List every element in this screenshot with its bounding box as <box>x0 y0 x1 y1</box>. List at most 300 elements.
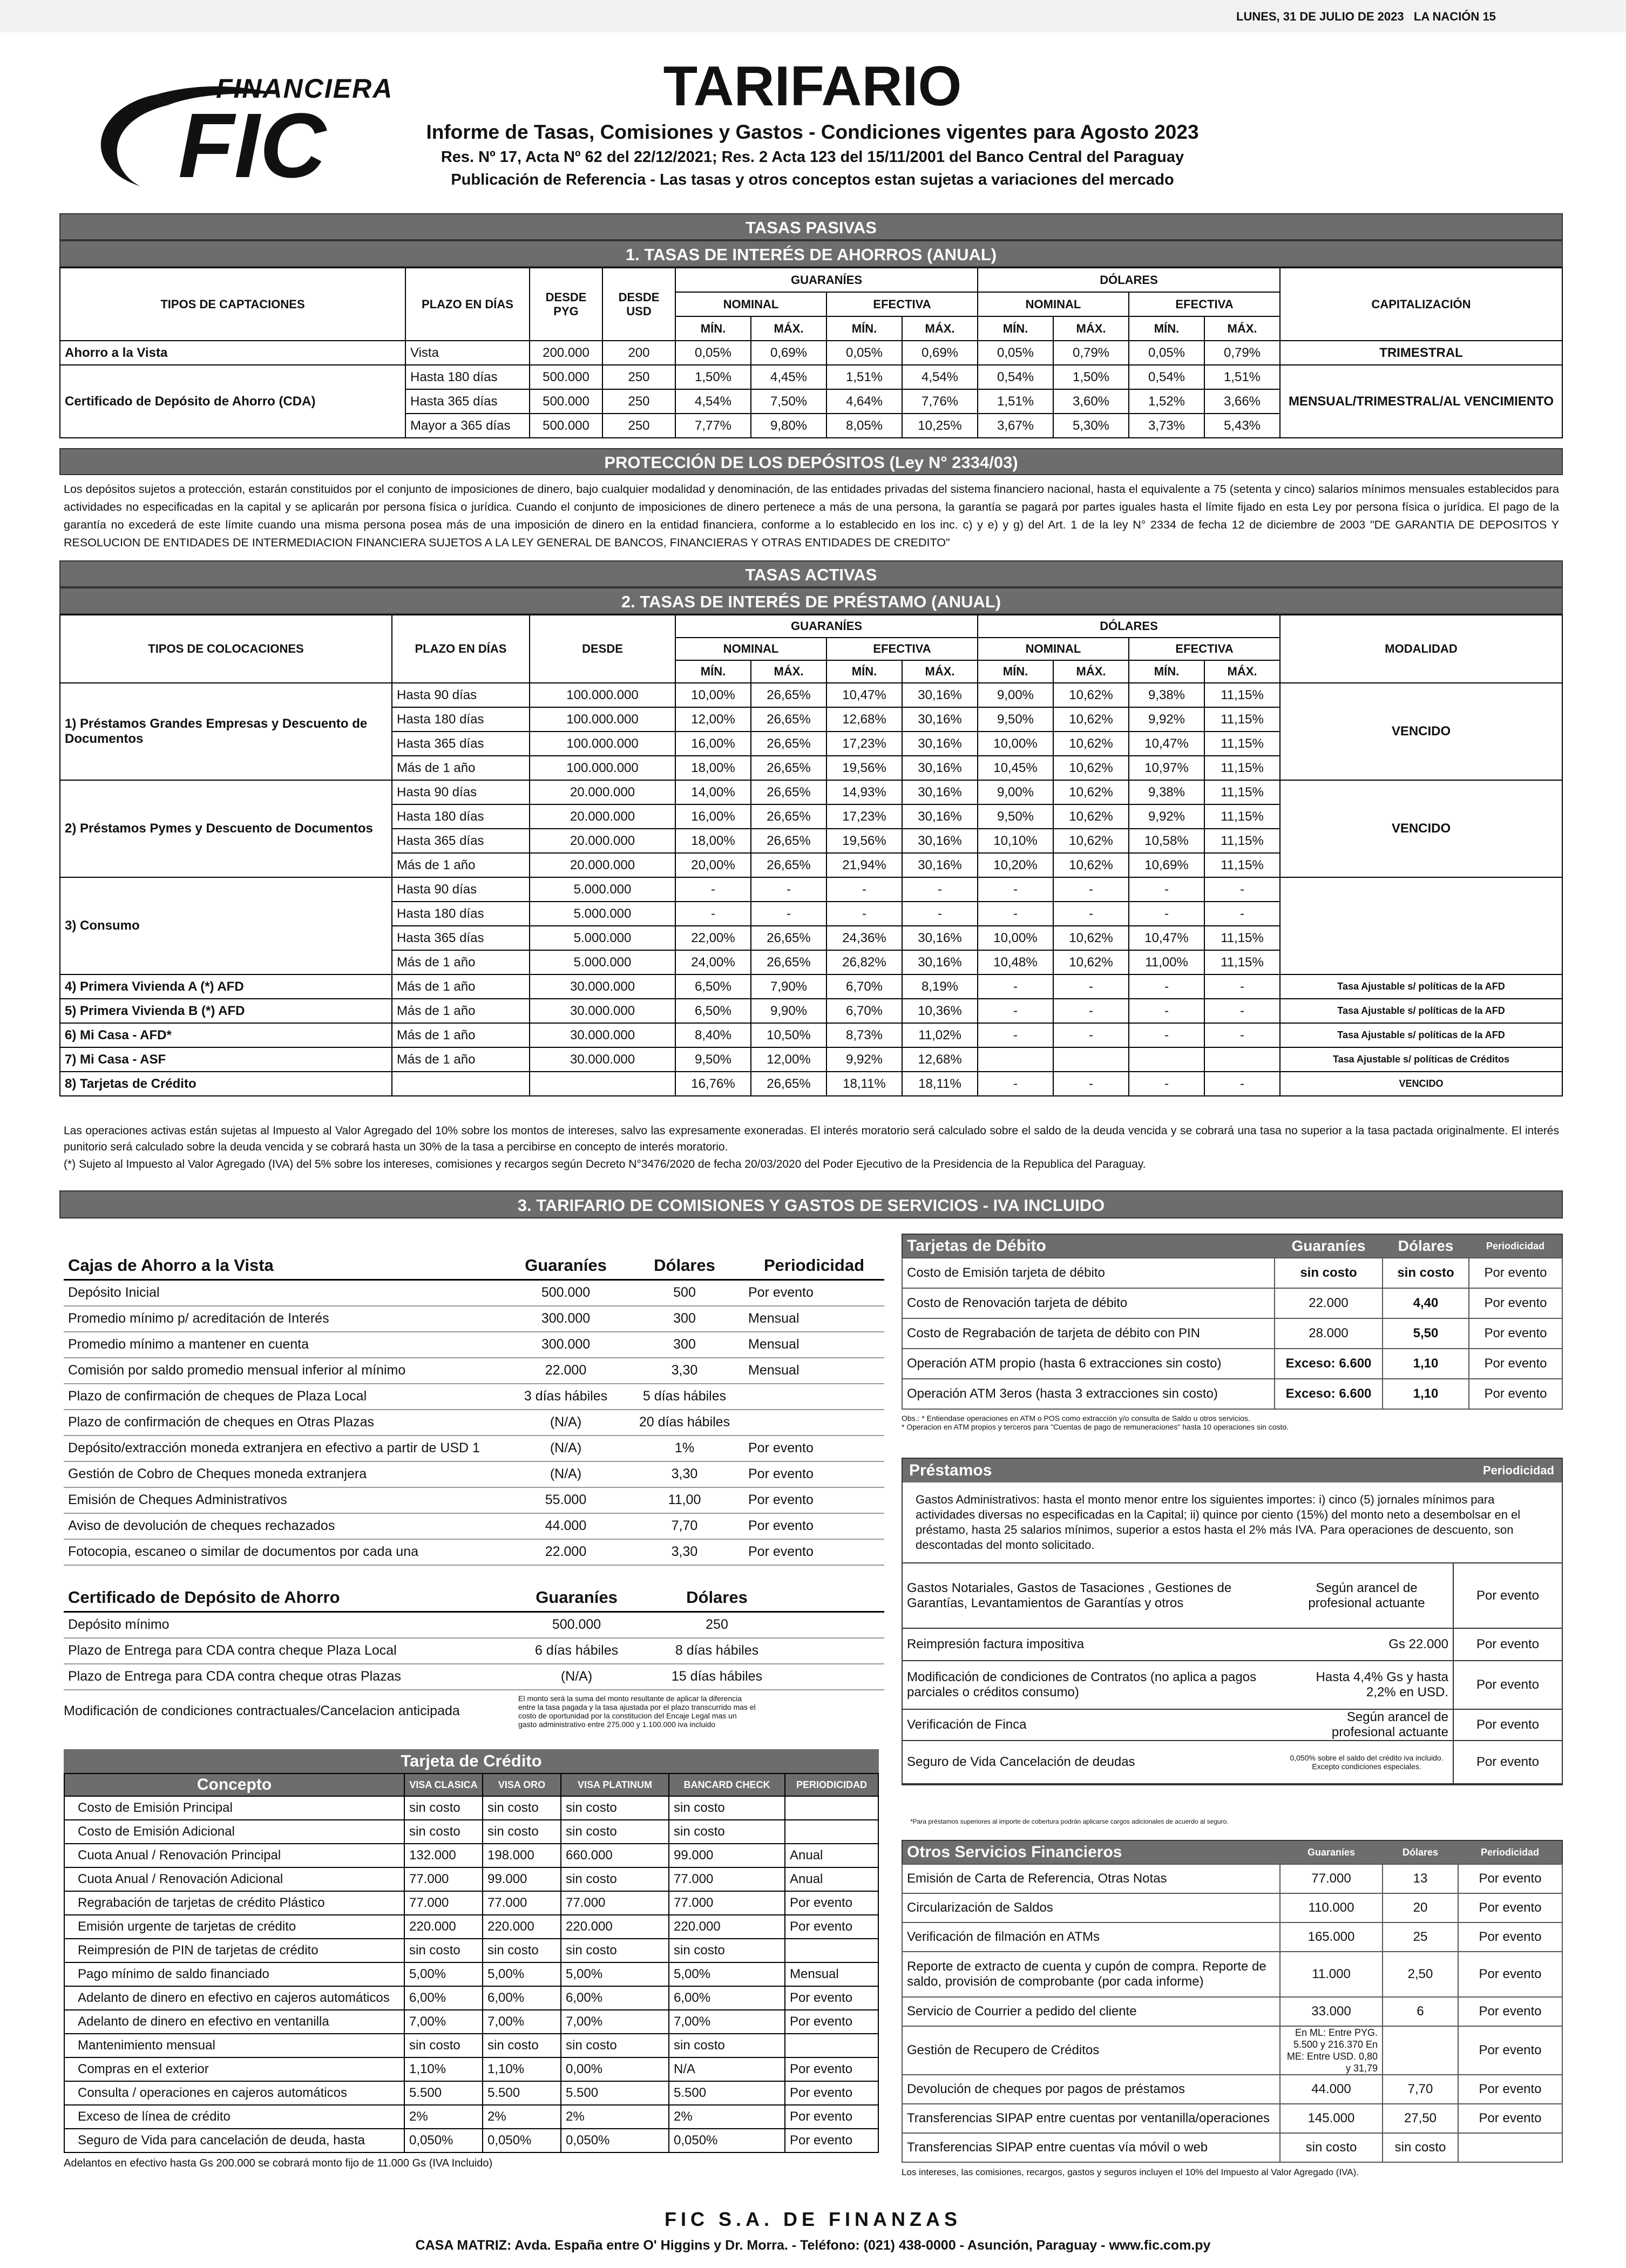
tc-footnote: Adelantos en efectivo hasta Gs 200.000 se cobrará monto fijo de 11.000 Gs (IVA Incluido) <box>64 2157 493 2169</box>
cell: 5 días hábiles <box>625 1384 744 1410</box>
cell: Por evento <box>744 1279 884 1306</box>
cell: (N/A) <box>506 1664 647 1690</box>
cell: 30,16% <box>902 707 978 732</box>
cell: 100.000.000 <box>530 756 675 780</box>
cell: - <box>978 974 1053 999</box>
table-row <box>64 1539 884 1565</box>
cell: Plazo de Entrega para CDA contra cheque Plaza Local <box>64 1638 506 1664</box>
cell: Servicio de Courrier a pedido del cliente <box>902 1997 1280 2026</box>
th-dolares: Dólares <box>654 1256 715 1275</box>
cell: 14,00% <box>675 780 751 804</box>
table-row <box>60 974 1562 999</box>
cell: 5.500 <box>404 2081 483 2105</box>
cell: 77.000 <box>561 1891 669 1915</box>
cell: 10,36% <box>902 999 978 1023</box>
cell: Costo de Emisión tarjeta de débito <box>902 1258 1275 1288</box>
cell: 0,05% <box>675 341 751 365</box>
cell: 0,00% <box>561 2057 669 2081</box>
cell: 20.000.000 <box>530 804 675 829</box>
cell: (N/A) <box>506 1461 625 1487</box>
logo-brand: FINANCIERA <box>216 73 394 104</box>
cell: 77.000 <box>669 1867 785 1891</box>
table-row <box>902 1349 1562 1379</box>
modalidad-value: VENCIDO <box>1280 780 1562 877</box>
cell: 26,65% <box>751 732 826 756</box>
cell: - <box>1053 902 1129 926</box>
cell: sin costo <box>669 1939 785 1962</box>
th-max: MÁX. <box>1204 316 1280 341</box>
cell: 7,00% <box>483 2010 561 2034</box>
th-dolares: Dólares <box>686 1588 748 1607</box>
cell: Mensual <box>744 1306 884 1332</box>
cell: Aviso de devolución de cheques rechazados <box>64 1513 506 1539</box>
cajas-title: Cajas de Ahorro a la Vista <box>68 1256 274 1275</box>
cell: 300 <box>625 1306 744 1332</box>
cell: 100.000.000 <box>530 707 675 732</box>
cell: 21,94% <box>826 853 902 877</box>
cell: Por evento <box>785 2010 878 2034</box>
cell: 1,51% <box>826 365 902 389</box>
cell: Por evento <box>1453 1709 1562 1741</box>
cell: 20.000.000 <box>530 780 675 804</box>
cell: 5,30% <box>1053 414 1129 438</box>
activas-note-1: Las operaciones activas están sujetas al Impuesto al Valor Agregado del 10% sobre los montos de intereses, salvo las expresamente exoneradas. El interés moratorio será calculado sobre el saldo de la deuda vencida y se cobrará una tasa no superior a la tasa pactada originalmente. El interés punitorio será calculado sobre la deuda vencida y se cobrará hasta un 30% de la tasa a percibirse en concepto de interés moratorio. <box>64 1125 1559 1153</box>
cell: 5,00% <box>404 1962 483 1986</box>
cell: 26,65% <box>751 683 826 707</box>
cell: 5,43% <box>1204 414 1280 438</box>
cell: 300.000 <box>506 1332 625 1358</box>
cell: 77.000 <box>404 1891 483 1915</box>
cell: 12,68% <box>902 1047 978 1072</box>
group-label: 3) Consumo <box>60 877 392 974</box>
table-row <box>903 1741 1562 1784</box>
cell: 2,50 <box>1383 1952 1458 1997</box>
cell: 18,00% <box>675 829 751 853</box>
cell: Operación ATM propio (hasta 6 extracciones sin costo) <box>902 1349 1275 1379</box>
cell: 220.000 <box>669 1915 785 1939</box>
cell <box>1053 1047 1129 1072</box>
table-row <box>64 1820 878 1844</box>
cell: Por evento <box>1469 1318 1562 1349</box>
cell: Hasta 180 días <box>392 707 530 732</box>
cell: 10,62% <box>1053 950 1129 974</box>
cell: Emisión urgente de tarjetas de crédito <box>64 1915 404 1939</box>
cell <box>530 1072 675 1096</box>
cell: - <box>902 902 978 926</box>
cell: Hasta 90 días <box>392 683 530 707</box>
cell: Verificación de filmación en ATMs <box>902 1922 1280 1952</box>
cell: 77.000 <box>669 1891 785 1915</box>
cell: 12,00% <box>675 707 751 732</box>
cell: 11,15% <box>1204 829 1280 853</box>
cell: 9,38% <box>1129 780 1204 804</box>
cell: Más de 1 año <box>392 1023 530 1047</box>
cell: - <box>1129 877 1204 902</box>
cell: 500.000 <box>530 365 602 389</box>
cell: VENCIDO <box>1280 1072 1562 1096</box>
prestamos-table <box>903 1563 1562 1784</box>
cell: 13 <box>1383 1864 1458 1893</box>
cell: 26,65% <box>751 853 826 877</box>
footer-address: CASA MATRIZ: Avda. España entre O' Higgins y Dr. Morra. - Teléfono: (021) 438-0000 - Asunción, Paraguay - www.fic.com.py <box>415 2238 1211 2253</box>
cell: 10,62% <box>1053 829 1129 853</box>
cell: 500 <box>625 1279 744 1306</box>
cell: 11,15% <box>1204 756 1280 780</box>
cell: 11,15% <box>1204 732 1280 756</box>
cell: - <box>978 1072 1053 1096</box>
th-desde-usd: DESDE USD <box>602 268 675 341</box>
cell: 10,48% <box>978 950 1053 974</box>
cell: 6,00% <box>404 1986 483 2010</box>
cell: (N/A) <box>506 1410 625 1436</box>
cell: sin costo <box>404 2034 483 2057</box>
reference-text: Publicación de Referencia - Las tasas y otros conceptos estan sujetas a variaciones del mercado <box>451 171 1174 188</box>
prestamos-admin: Gastos Administrativos: hasta el monto menor entre los siguientes importes: i) cinco (5) jornales mínimos para actividades diversas no especificadas en la Capital; ii) quince por ciento (15%) del monto neto a desembolsar en el préstamo, hasta 25 salarios mínimos, superior a estos hasta el 2% más IVA. Para operaciones de descuento, son descontadas del monto solicitado. <box>903 1482 1562 1563</box>
table-row <box>64 1436 884 1461</box>
cell: 200.000 <box>530 341 602 365</box>
cell: 0,69% <box>902 341 978 365</box>
cell: Gestión de Cobro de Cheques moneda extranjera <box>64 1461 506 1487</box>
cell: 5,00% <box>669 1962 785 1986</box>
row-label: Ahorro a la Vista <box>60 341 405 365</box>
cell: Por evento <box>1469 1349 1562 1379</box>
th-guaranies: GUARANÍES <box>675 268 978 292</box>
cell: 30.000.000 <box>530 1023 675 1047</box>
prestamos-title: Préstamos <box>909 1461 992 1479</box>
cell: 11,00 <box>625 1487 744 1513</box>
table-row <box>902 1864 1562 1893</box>
prestamos-notariales-value: Según arancel de profesional actuante <box>1308 1580 1425 1610</box>
cell: Vista <box>405 341 530 365</box>
cell: 30,16% <box>902 926 978 950</box>
cell: Por evento <box>744 1513 884 1539</box>
cell <box>978 1047 1053 1072</box>
cell: Modificación de condiciones de Contratos (no aplica a pagos parciales o créditos consumo) <box>907 1670 1257 1700</box>
cell: 10,00% <box>978 926 1053 950</box>
cell: Tasa Ajustable s/ políticas de la AFD <box>1280 974 1562 999</box>
cell: 10,62% <box>1053 926 1129 950</box>
otros-section <box>902 1840 1563 2178</box>
cell: 5.500 <box>561 2081 669 2105</box>
cell: 8,73% <box>826 1023 902 1047</box>
cell: Tasa Ajustable s/ políticas de Créditos <box>1280 1047 1562 1072</box>
cell: 0,050% <box>404 2129 483 2152</box>
cell: Transferencias SIPAP entre cuentas por ventanilla/operaciones <box>902 2104 1280 2133</box>
cell: (N/A) <box>506 1436 625 1461</box>
cell: 30,16% <box>902 804 978 829</box>
cell: 220.000 <box>483 1915 561 1939</box>
cell: Por evento <box>785 1891 878 1915</box>
cell: Por evento <box>1458 1997 1562 2026</box>
cell: 12,68% <box>826 707 902 732</box>
cell: 7,90% <box>751 974 826 999</box>
cell: 1,50% <box>675 365 751 389</box>
table-row <box>902 1258 1562 1288</box>
cell: 5,50 <box>1383 1318 1469 1349</box>
cell: Consulta / operaciones en cajeros automáticos <box>64 2081 404 2105</box>
cell: 9,50% <box>978 804 1053 829</box>
newspaper-header <box>1236 10 1496 24</box>
cell: 6,00% <box>483 1986 561 2010</box>
cell: Por evento <box>1458 1864 1562 1893</box>
cell: 24,36% <box>826 926 902 950</box>
cell: Más de 1 año <box>392 1047 530 1072</box>
debito-title: Tarjetas de Débito <box>907 1237 1046 1255</box>
cell: Emisión de Carta de Referencia, Otras Notas <box>902 1864 1280 1893</box>
cell: Hasta 180 días <box>392 804 530 829</box>
th-max: MÁX. <box>1053 316 1129 341</box>
table-row <box>60 683 1562 707</box>
table-row <box>64 1384 884 1410</box>
cell: Costo de Emisión Adicional <box>64 1820 404 1844</box>
cell: 6,00% <box>561 1986 669 2010</box>
activas-table <box>59 614 1563 1096</box>
cell: 99.000 <box>483 1867 561 1891</box>
cell: 77.000 <box>483 1891 561 1915</box>
th-dolares: Dólares <box>1398 1237 1454 1254</box>
cell: Por evento <box>785 1915 878 1939</box>
cell: 18,00% <box>675 756 751 780</box>
cell: 2% <box>483 2105 561 2129</box>
cell <box>744 1384 884 1410</box>
cell: 44.000 <box>506 1513 625 1539</box>
th-periodicidad: Periodicidad <box>763 1256 865 1275</box>
cell: 11,15% <box>1204 950 1280 974</box>
cell: 44.000 <box>1280 2075 1383 2104</box>
table-row <box>64 1513 884 1539</box>
cell <box>785 1820 878 1844</box>
cell: 165.000 <box>1280 1922 1383 1952</box>
cell: Promedio mínimo p/ acreditación de Interés <box>64 1306 506 1332</box>
cell: 77.000 <box>404 1867 483 1891</box>
table-row <box>60 999 1562 1023</box>
cell: - <box>1129 974 1204 999</box>
cell: Más de 1 año <box>392 853 530 877</box>
activas-note-2: (*) Sujeto al Impuesto al Valor Agregado (IVA) del 5% sobre los intereses, comisiones y recargos según Decreto N°3476/2020 de fecha 20/03/2020 del Poder Ejecutivo de la Presidencia de la Republica del Paraguay. <box>64 1158 1146 1170</box>
cell: 132.000 <box>404 1844 483 1867</box>
otros-note: Los intereses, las comisiones, recargos, gastos y seguros incluyen el 10% del Impuesto al Valor Agregado (IVA). <box>902 2167 1359 2177</box>
cell: 30,16% <box>902 732 978 756</box>
table-row <box>903 1661 1562 1709</box>
cell: 11,00% <box>1129 950 1204 974</box>
cell: 2% <box>404 2105 483 2129</box>
th-dolares: Dólares <box>1402 1846 1439 1858</box>
newspaper-date: LUNES, 31 DE JULIO DE 2023 <box>1236 10 1404 23</box>
cell: 11,15% <box>1204 780 1280 804</box>
cell: 250 <box>602 365 675 389</box>
cell <box>785 1796 878 1820</box>
table-row <box>64 1306 884 1332</box>
cell: Compras en el exterior <box>64 2057 404 2081</box>
cell: 3,67% <box>978 414 1053 438</box>
cell: - <box>751 877 826 902</box>
cell: 4) Primera Vivienda A (*) AFD <box>60 974 392 999</box>
cell: - <box>1129 1023 1204 1047</box>
cell: 6 <box>1383 1997 1458 2026</box>
cell: 11.000 <box>1280 1952 1383 1997</box>
th-nominal: NOMINAL <box>675 638 826 660</box>
cell: 18,11% <box>826 1072 902 1096</box>
cell: Según arancel de profesional actuante <box>1331 1710 1448 1739</box>
cell <box>1129 1047 1204 1072</box>
cell: Más de 1 año <box>392 950 530 974</box>
table-row <box>902 1379 1562 1409</box>
cell: Por evento <box>1469 1288 1562 1318</box>
cell: 0,69% <box>751 341 826 365</box>
cell: 5.500 <box>669 2081 785 2105</box>
fic-logo <box>76 62 394 202</box>
cell: 19,56% <box>826 829 902 853</box>
th-guaranies: Guaraníes <box>525 1256 607 1275</box>
th-min: MÍN. <box>675 316 751 341</box>
table-row <box>64 2129 878 2152</box>
resolution-text: Res. Nº 17, Acta Nº 62 del 22/12/2021; Res. 2 Acta 123 del 15/11/2001 del Banco Central del Paraguay <box>441 148 1184 166</box>
cell: 10,62% <box>1053 707 1129 732</box>
cell: 15 días hábiles <box>647 1664 787 1690</box>
table-row <box>903 1709 1562 1741</box>
cda-mod-label: Modificación de condiciones contractuales/Cancelacion anticipada <box>64 1703 460 1718</box>
th-periodicidad: Periodicidad <box>1482 1464 1554 1477</box>
cell: 10,00% <box>675 683 751 707</box>
th-concepto: Concepto <box>64 1773 404 1796</box>
table-row <box>60 341 1562 365</box>
th-visa-oro: VISA ORO <box>483 1773 561 1796</box>
cell: Depósito Inicial <box>64 1279 506 1306</box>
cell: 16,00% <box>675 804 751 829</box>
cell: Anual <box>785 1844 878 1867</box>
cell <box>1204 1047 1280 1072</box>
cda-table <box>64 1585 884 1690</box>
th-min: MÍN. <box>826 660 902 683</box>
cell: 3,30 <box>625 1539 744 1565</box>
th-efectiva: EFECTIVA <box>1129 638 1280 660</box>
cell: Por evento <box>1458 1922 1562 1952</box>
th-visa-platinum: VISA PLATINUM <box>561 1773 669 1796</box>
table-row <box>64 1867 878 1891</box>
cell: Por evento <box>1458 2075 1562 2104</box>
cell: Por evento <box>1458 2026 1562 2075</box>
cell: sin costo <box>404 1939 483 1962</box>
table-row <box>64 1664 884 1690</box>
cell: Cuota Anual / Renovación Adicional <box>64 1867 404 1891</box>
debito-table <box>902 1234 1563 1410</box>
cell: Plazo de Entrega para CDA contra cheque otras Plazas <box>64 1664 506 1690</box>
cell: 25 <box>1383 1922 1458 1952</box>
th-min: MÍN. <box>826 316 902 341</box>
capitalizacion-value: MENSUAL/TRIMESTRAL/AL VENCIMIENTO <box>1280 365 1562 438</box>
cell: 500.000 <box>530 414 602 438</box>
cell: 3,30 <box>625 1358 744 1384</box>
cell: Por evento <box>1458 2104 1562 2133</box>
cell: sin costo <box>1275 1258 1383 1288</box>
cajas-table <box>64 1253 884 1566</box>
cell: 6,00% <box>669 1986 785 2010</box>
cell: - <box>1129 999 1204 1023</box>
th-guaranies: Guaraníes <box>1307 1846 1356 1858</box>
cell <box>787 1638 884 1664</box>
cell: - <box>826 877 902 902</box>
cell: 26,65% <box>751 707 826 732</box>
cell: Plazo de confirmación de cheques de Plaza Local <box>64 1384 506 1410</box>
cell: - <box>675 877 751 902</box>
prestamos-section <box>902 1458 1563 1825</box>
table-row <box>64 1487 884 1513</box>
cell: Hasta 365 días <box>392 732 530 756</box>
th-nominal: NOMINAL <box>675 292 826 316</box>
cell: Hasta 365 días <box>392 829 530 853</box>
cell: 200 <box>602 341 675 365</box>
th-guaranies: GUARANÍES <box>675 615 978 638</box>
cell: 0,050% <box>483 2129 561 2152</box>
cell: 10,97% <box>1129 756 1204 780</box>
cell: 1,51% <box>978 389 1053 414</box>
cell: Por evento <box>1453 1628 1562 1661</box>
cell: 22,00% <box>675 926 751 950</box>
cell: Anual <box>785 1867 878 1891</box>
cell: Adelanto de dinero en efectivo en cajeros automáticos <box>64 1986 404 2010</box>
cell: 8,19% <box>902 974 978 999</box>
cell: Promedio mínimo a mantener en cuenta <box>64 1332 506 1358</box>
th-periodicidad: PERIODICIDAD <box>785 1773 878 1796</box>
cell: 3,60% <box>1053 389 1129 414</box>
th-min: MÍN. <box>1129 316 1204 341</box>
cell: 7,00% <box>669 2010 785 2034</box>
table-row <box>64 1638 884 1664</box>
cell: Mensual <box>744 1358 884 1384</box>
otros-table <box>902 1840 1563 2163</box>
group-label: 1) Préstamos Grandes Empresas y Descuento de Documentos <box>60 683 392 780</box>
cell: 20.000.000 <box>530 829 675 853</box>
cell: Mantenimiento mensual <box>64 2034 404 2057</box>
cell: 10,62% <box>1053 780 1129 804</box>
cell: 26,65% <box>751 950 826 974</box>
table-row <box>60 877 1562 902</box>
table-row <box>64 1612 884 1638</box>
cell: Gs 22.000 <box>1388 1637 1448 1651</box>
cell: 26,65% <box>751 926 826 950</box>
cell: 0,050% sobre el saldo del crédito iva incluido. Excepto condiciones especiales. <box>1290 1754 1444 1771</box>
cell: 10,45% <box>978 756 1053 780</box>
cell: Por evento <box>744 1461 884 1487</box>
tc-title: Tarjeta de Crédito <box>64 1749 879 1773</box>
cell: 1,10 <box>1383 1379 1469 1409</box>
cell: 26,65% <box>751 829 826 853</box>
proteccion-text: Los depósitos sujetos a protección, estarán constituidos por el conjunto de imposiciones de dinero, bajo cualquier modalidad y denominación, de las entidades privadas del sistema financiero nacional, hasta el equivalente a 75 (setenta y cinco) salarios mínimos mensuales establecidos para actividades no especificadas en la capital y se aplicarán por persona física o jurídica. Cuando el conjunto de imposiciones de dinero pertenece a más de una persona, la garantía se pagará por partes iguales hasta el límite fijado en esta Ley por persona física o jurídica. El pago de la garantía no excederá de este límite cuando una misma persona posea más de una imposición de dinero en la entidad financiera, conforme a lo establecido en los inc. c) y e) y g) del Art. 1 de la ley N° 2334 de fecha 12 de diciembre de 2003 "DE GARANTIA DE DEPOSITOS Y RESOLUCION DE ENTIDADES DE INTERMEDIACION FINANCIERA SUJETOS A LA LEY GENERAL DE BANCOS, FINANCIERAS Y OTRAS ENTIDADES DE CREDITO" <box>64 483 1559 549</box>
cell: - <box>675 902 751 926</box>
cell: 9,92% <box>1129 804 1204 829</box>
cell: Gestión de Recupero de Créditos <box>902 2026 1280 2075</box>
cell: 28.000 <box>1275 1318 1383 1349</box>
cell: 0,050% <box>561 2129 669 2152</box>
cell: 220.000 <box>404 1915 483 1939</box>
cell: Emisión de Cheques Administrativos <box>64 1487 506 1513</box>
table-row <box>64 1939 878 1962</box>
cell: Plazo de confirmación de cheques en Otras Plazas <box>64 1410 506 1436</box>
pasivas-table <box>59 267 1563 438</box>
table-row <box>64 1461 884 1487</box>
cell: 27,50 <box>1383 2104 1458 2133</box>
cell: - <box>1129 1072 1204 1096</box>
table-row <box>902 1952 1562 1997</box>
cell: 300.000 <box>506 1306 625 1332</box>
cda-section <box>64 1585 884 1729</box>
modalidad-value <box>1280 877 1562 974</box>
cell: 18,11% <box>902 1072 978 1096</box>
cell: Hasta 4,4% Gs y hasta 2,2% en USD. <box>1316 1670 1448 1700</box>
cell: - <box>1204 902 1280 926</box>
cell: 1,50% <box>1053 365 1129 389</box>
cell: 30,16% <box>902 829 978 853</box>
